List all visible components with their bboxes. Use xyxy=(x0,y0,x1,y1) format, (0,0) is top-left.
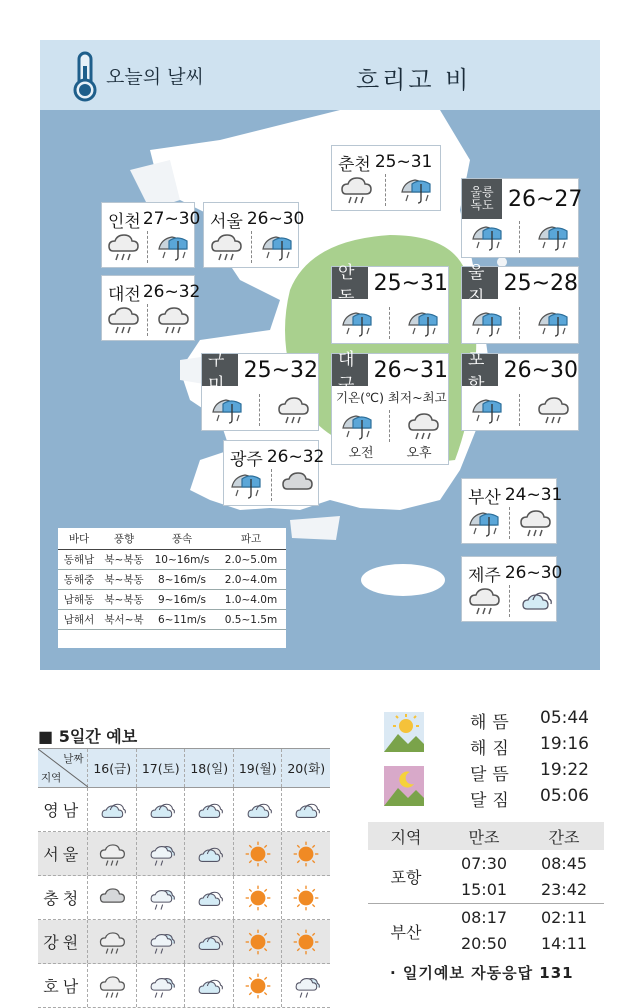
rain-cloud-icon xyxy=(517,505,553,539)
city-name: 광주 xyxy=(230,449,263,470)
rain-cloud-icon xyxy=(338,172,374,206)
region-name: 호남 xyxy=(43,977,83,996)
partly-rain-icon xyxy=(136,964,185,1007)
table-header xyxy=(38,748,330,788)
table-row: 포항 07:30 15:01 08:45 23:42 xyxy=(368,850,604,904)
temp-range: 26~32 xyxy=(266,447,325,467)
temp-range: 26~27 xyxy=(508,186,583,212)
table-row xyxy=(38,964,330,1008)
partly-cloudy-icon xyxy=(184,920,233,963)
sun-icon xyxy=(281,920,330,963)
temp-range: 26~32 xyxy=(142,282,201,302)
am-label: 오전 xyxy=(348,446,374,461)
sun-icon xyxy=(281,832,330,875)
city-name: 대전 xyxy=(108,284,141,305)
table-row xyxy=(38,832,330,876)
day-header: 19(월) xyxy=(233,749,282,787)
day-header: 20(화) xyxy=(281,749,330,787)
city-name: 부산 xyxy=(468,487,501,508)
day-header: 18(일) xyxy=(184,749,233,787)
rain-umbrella-icon xyxy=(466,505,502,539)
temp-range: 26~30 xyxy=(503,357,578,383)
day-header: 16(금) xyxy=(87,749,136,787)
table-row: 남해서 북서~북 6~11m/s 0.5~1.5m xyxy=(58,610,286,630)
sun-icon xyxy=(233,920,282,963)
sea-conditions-table xyxy=(58,528,286,648)
moonrise-time: 19:22 xyxy=(540,760,589,780)
rain-umbrella-icon xyxy=(469,305,505,339)
partly-rain-icon xyxy=(136,832,185,875)
sunset-label: 해짐 xyxy=(470,739,515,759)
sunset-time: 19:16 xyxy=(540,734,589,754)
sun-icon xyxy=(233,832,282,875)
temp-range: 25~31 xyxy=(374,152,433,172)
city-ulleung-dokdo xyxy=(461,178,583,258)
thermometer-icon xyxy=(68,50,102,102)
pm-label: 오후 xyxy=(406,446,432,461)
table-row: 부산 08:17 20:50 02:11 14:11 xyxy=(390,908,588,953)
city-name: 서울 xyxy=(210,211,243,232)
temp-range: 24~31 xyxy=(504,485,563,505)
partly-cloudy-icon xyxy=(184,788,233,831)
rain-umbrella-icon xyxy=(469,392,505,426)
partly-rain-icon xyxy=(281,964,330,1007)
sunrise-time: 05:44 xyxy=(540,708,589,728)
city-incheon xyxy=(101,202,201,268)
city-chuncheon xyxy=(331,145,441,211)
city-gumi xyxy=(201,350,319,431)
temp-range: 26~30 xyxy=(246,209,305,229)
moonrise-icon xyxy=(384,766,424,806)
rain-umbrella-icon xyxy=(469,219,505,253)
rain-cloud-icon xyxy=(105,229,141,263)
partly-rain-icon xyxy=(136,920,185,963)
moonrise-label: 달뜸 xyxy=(470,765,515,785)
region-name: 서울 xyxy=(43,845,83,864)
table-row xyxy=(38,876,330,920)
temp-range: 25~28 xyxy=(503,270,578,296)
city-name: 춘천 xyxy=(338,154,371,175)
rain-cloud-icon xyxy=(87,920,136,963)
table-header: 바다 풍향 풍속 파고 xyxy=(58,528,286,550)
rain-cloud-icon xyxy=(87,964,136,1007)
region-tag: 울릉 독도 xyxy=(462,179,502,219)
rain-cloud-icon xyxy=(208,229,244,263)
table-header: 지역 만조 간조 xyxy=(368,822,604,850)
region-tag: 구미 xyxy=(202,354,238,386)
table-row xyxy=(38,920,330,964)
region-tag: 대구 xyxy=(332,354,368,386)
partly-cloudy-icon xyxy=(87,788,136,831)
city-daejeon xyxy=(101,275,201,341)
city-gwangju xyxy=(223,440,325,506)
cloud-icon xyxy=(87,876,136,919)
region-name: 영남 xyxy=(43,801,83,820)
sun-icon xyxy=(281,876,330,919)
sun-icon xyxy=(233,876,282,919)
rain-cloud-icon xyxy=(87,832,136,875)
region-tag: 안동 xyxy=(332,267,368,299)
rain-umbrella-icon xyxy=(155,229,191,263)
partly-cloudy-icon xyxy=(184,876,233,919)
rain-umbrella-icon xyxy=(535,305,571,339)
rain-umbrella-icon xyxy=(259,229,295,263)
weather-summary: 흐리고 비 xyxy=(356,66,472,94)
sun-icon xyxy=(233,964,282,1007)
temp-range: 27~30 xyxy=(142,209,201,229)
five-day-title: ■ 5일간 예보 xyxy=(38,727,138,746)
city-uljin xyxy=(461,263,579,344)
table-row: 동해남 북~북동 10~16m/s 2.0~5.0m xyxy=(58,550,286,570)
rain-cloud-icon xyxy=(275,392,311,426)
rain-umbrella-icon xyxy=(405,305,441,339)
region-name: 충청 xyxy=(43,889,83,908)
legend-text: 기온(℃) 최저~최고 xyxy=(336,390,447,405)
sunrise-label: 해뜸 xyxy=(470,713,515,733)
page-title: 오늘의 날씨 xyxy=(106,66,204,88)
city-busan xyxy=(461,478,563,544)
partly-cloudy-icon xyxy=(281,788,330,831)
corner-cell: 날짜 지역 xyxy=(38,749,87,787)
day-header: 17(토) xyxy=(136,749,185,787)
rain-cloud-icon xyxy=(466,583,502,617)
partly-cloudy-icon xyxy=(184,964,233,1007)
city-name: 제주 xyxy=(468,565,501,586)
rain-umbrella-icon xyxy=(209,392,245,426)
moonset-label: 달짐 xyxy=(470,791,515,811)
partly-cloudy-icon xyxy=(184,832,233,875)
rain-cloud-icon xyxy=(105,302,141,336)
rain-umbrella-icon xyxy=(339,408,375,442)
city-seoul xyxy=(203,202,305,268)
table-row: 동해중 북~북동 8~16m/s 2.0~4.0m xyxy=(58,570,286,590)
temp-range: 25~32 xyxy=(243,357,318,383)
five-day-table xyxy=(38,748,330,1008)
cloud-icon xyxy=(279,467,315,501)
region-tag: 포항 xyxy=(462,354,498,386)
rain-cloud-icon xyxy=(405,408,441,442)
sunrise-icon xyxy=(384,712,424,752)
phone-service-note: · 일기예보 자동응답 131 xyxy=(390,964,574,982)
temp-range: 26~30 xyxy=(504,563,563,583)
partly-cloudy-icon xyxy=(517,583,553,617)
table-row xyxy=(38,788,330,832)
partly-cloudy-icon xyxy=(136,788,185,831)
temp-range: 26~31 xyxy=(373,357,448,383)
rain-umbrella-icon xyxy=(339,305,375,339)
temp-range: 25~31 xyxy=(373,270,448,296)
partly-cloudy-icon xyxy=(233,788,282,831)
rain-umbrella-icon xyxy=(535,219,571,253)
table-row: 남해동 북~북동 9~16m/s 1.0~4.0m xyxy=(58,590,286,610)
city-andong xyxy=(331,263,449,344)
city-name: 인천 xyxy=(108,211,141,232)
city-daegu xyxy=(331,350,449,465)
rain-cloud-icon xyxy=(535,392,571,426)
rain-cloud-icon xyxy=(155,302,191,336)
tide-table xyxy=(368,822,604,958)
rain-umbrella-icon xyxy=(398,172,434,206)
region-name: 강원 xyxy=(43,933,83,952)
partly-rain-icon xyxy=(136,876,185,919)
city-jeju xyxy=(461,556,563,622)
region-tag: 울진 xyxy=(462,267,498,299)
moonset-time: 05:06 xyxy=(540,786,589,806)
rain-umbrella-icon xyxy=(228,467,264,501)
city-pohang xyxy=(461,350,579,431)
